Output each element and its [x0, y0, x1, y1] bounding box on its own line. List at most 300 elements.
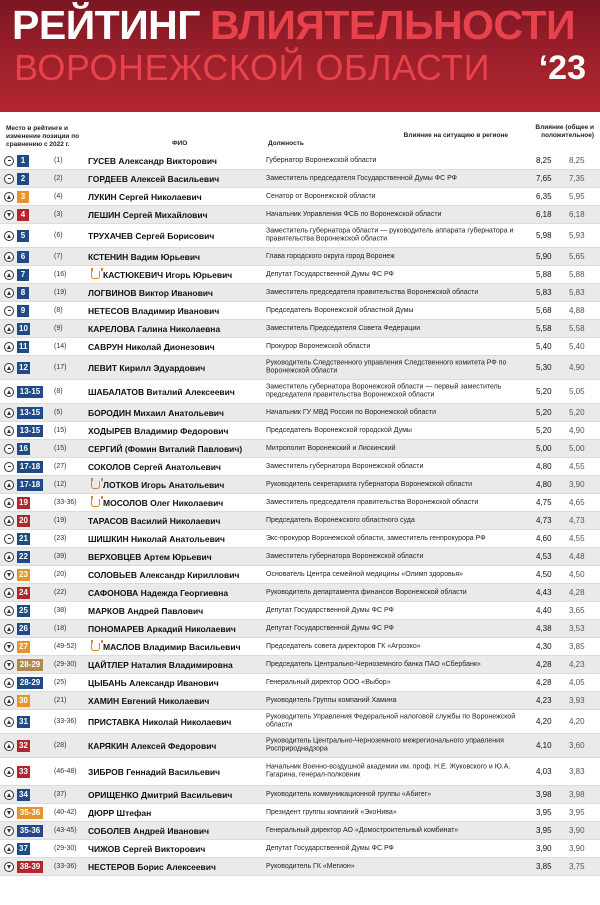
- table-row: [0, 858, 600, 876]
- person-position: Заместитель губернатора области — руководитель аппарата губернатора и правительства Воронежской области: [266, 227, 514, 243]
- previous-rank: (8): [54, 306, 63, 314]
- table-row: [0, 458, 600, 476]
- title-word-rating: РЕЙТИНГ: [12, 2, 201, 48]
- person-position: Руководитель Следственного управления Следственного комитета РФ по Воронежской области: [266, 359, 507, 375]
- influence-situation-value: 4,28: [536, 659, 552, 669]
- table-row: [0, 224, 600, 248]
- previous-rank: (29-30): [54, 660, 77, 668]
- influence-positive-value: 5,40: [569, 341, 585, 351]
- table-row: [0, 734, 600, 758]
- influence-situation-value: 4,50: [536, 569, 552, 579]
- table-row: [0, 404, 600, 422]
- previous-rank: (33-36): [54, 717, 77, 725]
- person-name: КАРЕЛОВА Галина Николаевна: [88, 323, 221, 334]
- person-position: Депутат Государственной Думы ФС РФ: [266, 624, 394, 632]
- crown-icon: [91, 271, 100, 279]
- influence-positive-value: 3,75: [569, 861, 585, 871]
- person-name: САФОНОВА Надежда Георгиевна: [88, 587, 229, 598]
- crown-icon: [91, 643, 100, 651]
- influence-positive-value: 3,93: [569, 695, 585, 705]
- trend-same-icon: [4, 174, 14, 184]
- table-row: [0, 512, 600, 530]
- influence-situation-value: 3,98: [536, 789, 552, 799]
- influence-situation-value: 4,60: [536, 533, 552, 543]
- person-position: Заместитель председателя правительства Воронежской области: [266, 498, 479, 506]
- person-position: Председатель Воронежского областного суда: [266, 516, 415, 524]
- trend-down-icon: [4, 826, 14, 836]
- trend-up-icon: [4, 480, 14, 490]
- influence-situation-value: 5,40: [536, 341, 552, 351]
- previous-rank: (23): [54, 534, 67, 542]
- trend-same-icon: [4, 534, 14, 544]
- rank-badge: 35-36: [17, 825, 43, 837]
- table-row: [0, 656, 600, 674]
- person-position: Заместитель губернатора Воронежской области: [266, 462, 424, 470]
- influence-positive-value: 3,90: [569, 825, 585, 835]
- trend-down-icon: [4, 862, 14, 872]
- influence-positive-value: 4,23: [569, 659, 585, 669]
- person-position: Президент группы компаний «ЭкоНива»: [266, 808, 397, 816]
- page-subtitle: ВОРОНЕЖСКОЙ ОБЛАСТИ: [14, 47, 490, 88]
- person-position: Депутат Государственной Думы ФС РФ: [266, 606, 394, 614]
- influence-situation-value: 7,65: [536, 173, 552, 183]
- previous-rank: (20): [54, 570, 67, 578]
- trend-up-icon: [4, 324, 14, 334]
- person-name: БОРОДИН Михаил Анатольевич: [88, 407, 224, 418]
- influence-positive-value: 3,53: [569, 623, 585, 633]
- table-row: [0, 638, 600, 656]
- rank-badge: 37: [19, 843, 28, 853]
- previous-rank: (9): [54, 324, 63, 332]
- influence-positive-value: 4,55: [569, 533, 585, 543]
- previous-rank: (33-36): [54, 862, 77, 870]
- person-name: НЕСТЕРОВ Борис Алексеевич: [88, 861, 216, 872]
- person-name: ДЮРР Штефан: [88, 807, 152, 818]
- previous-rank: (15): [54, 444, 67, 452]
- trend-up-icon: [4, 552, 14, 562]
- table-row: [0, 692, 600, 710]
- influence-situation-value: 4,20: [536, 716, 552, 726]
- rank-badge: 24: [19, 587, 28, 597]
- rank-badge: 9: [17, 305, 29, 317]
- person-name: ЗИБРОВ Геннадий Васильевич: [88, 766, 221, 777]
- table-row: [0, 548, 600, 566]
- influence-positive-value: 4,20: [569, 716, 585, 726]
- trend-up-icon: [4, 606, 14, 616]
- influence-positive-value: 5,83: [569, 287, 585, 297]
- table-row: [0, 320, 600, 338]
- rank-badge: 21: [19, 533, 28, 543]
- person-position: Начальник Управления ФСБ по Воронежской области: [266, 210, 442, 218]
- crown-icon: [91, 499, 100, 507]
- person-name: ПРИСТАВКА Николай Николаевич: [88, 716, 232, 727]
- previous-rank: (7): [54, 252, 63, 260]
- previous-rank: (19): [54, 516, 67, 524]
- influence-positive-value: 4,28: [569, 587, 585, 597]
- trend-up-icon: [4, 408, 14, 418]
- table-row: [0, 674, 600, 692]
- previous-rank: (27): [54, 462, 67, 470]
- trend-up-icon: [4, 252, 14, 262]
- person-name: ЦАЙТЛЕР Наталия Владимировна: [88, 659, 233, 670]
- previous-rank: (43-45): [54, 826, 77, 834]
- rank-badge: 11: [19, 341, 28, 351]
- table-row: [0, 786, 600, 804]
- influence-positive-value: 5,65: [569, 251, 585, 261]
- influence-positive-value: 3,83: [569, 766, 585, 776]
- person-position: Депутат Государственной Думы ФС РФ: [266, 270, 394, 278]
- person-name: КАРЯКИН Алексей Федорович: [88, 740, 217, 751]
- col-influence: Влияние (общее и положительное): [535, 124, 594, 139]
- trend-up-icon: [4, 696, 14, 706]
- influence-positive-value: 3,60: [569, 740, 585, 750]
- trend-up-icon: [4, 270, 14, 280]
- previous-rank: (6): [54, 231, 63, 239]
- person-name: ЛЕВИТ Кирилл Эдуардович: [88, 362, 206, 373]
- influence-situation-value: 5,20: [536, 425, 552, 435]
- rank-badge: 5: [17, 230, 29, 242]
- rank-badge: 12: [19, 362, 28, 372]
- page-title: [12, 2, 575, 48]
- influence-situation-value: 4,75: [536, 497, 552, 507]
- person-position: Губернатор Воронежской области: [266, 156, 377, 164]
- influence-situation-value: 4,23: [536, 695, 552, 705]
- rank-badge: 32: [19, 740, 28, 750]
- influence-situation-value: 3,95: [536, 807, 552, 817]
- table-row: [0, 302, 600, 320]
- person-position: Председатель Центрально-Черноземного банка ПАО «Сбербанк»: [266, 660, 481, 668]
- trend-same-icon: [4, 462, 14, 472]
- influence-positive-value: 5,88: [569, 269, 585, 279]
- influence-positive-value: 3,90: [569, 843, 585, 853]
- trend-up-icon: [4, 426, 14, 436]
- person-name: ПОНОМАРЕВ Аркадий Николаевич: [88, 623, 236, 634]
- rank-badge: 31: [19, 716, 28, 726]
- table-row: [0, 188, 600, 206]
- rank-badge: 17-18: [17, 479, 43, 491]
- previous-rank: (14): [54, 342, 67, 350]
- influence-positive-value: 5,00: [569, 443, 585, 453]
- person-name: ХОДЫРЕВ Владимир Федорович: [88, 425, 229, 436]
- trend-down-icon: [4, 642, 14, 652]
- person-position: Начальник ГУ МВД России по Воронежской области: [266, 408, 436, 416]
- table-row: [0, 356, 600, 380]
- person-position: Прокурор Воронежской области: [266, 342, 371, 350]
- person-name: МАРКОВ Андрей Павлович: [88, 605, 204, 616]
- previous-rank: (12): [54, 480, 67, 488]
- person-name: НЕТЕСОВ Владимир Иванович: [88, 305, 220, 316]
- influence-positive-value: 5,93: [569, 230, 585, 240]
- person-position: Председатель Воронежской областной Думы: [266, 306, 414, 314]
- rank-badge: 7: [17, 269, 29, 281]
- influence-positive-value: 4,88: [569, 305, 585, 315]
- table-row: [0, 620, 600, 638]
- influence-situation-value: 5,20: [536, 407, 552, 417]
- rank-badge: 28-29: [17, 677, 43, 689]
- influence-situation-value: 3,90: [536, 843, 552, 853]
- table-row: [0, 602, 600, 620]
- previous-rank: (25): [54, 678, 67, 686]
- header-banner: [0, 0, 600, 112]
- rank-badge: 2: [17, 173, 29, 185]
- table-row: [0, 152, 600, 170]
- influence-situation-value: 5,68: [536, 305, 552, 315]
- person-name: ЛОГВИНОВ Виктор Иванович: [88, 287, 213, 298]
- trend-up-icon: [4, 678, 14, 688]
- person-position: Депутат Государственной Думы ФС РФ: [266, 844, 394, 852]
- person-position: Руководитель коммуникационной группы «Абигег»: [266, 790, 432, 798]
- previous-rank: (15): [54, 426, 67, 434]
- previous-rank: (37): [54, 790, 67, 798]
- table-row: [0, 206, 600, 224]
- year-label: ‘23: [538, 49, 586, 87]
- trend-down-icon: [4, 660, 14, 670]
- person-position: Генеральный директор ООО «Выбор»: [266, 678, 391, 686]
- rank-badge: 30: [19, 695, 28, 705]
- previous-rank: (8): [54, 387, 63, 395]
- trend-up-icon: [4, 231, 14, 241]
- title-word-influence: ВЛИЯТЕЛЬНОСТИ: [210, 2, 576, 48]
- person-name: ЛОТКОВ Игорь Анатольевич: [103, 479, 225, 490]
- person-position: Заместитель губернатора Воронежской области — первый заместитель председателя правительства Воронежской области: [266, 383, 502, 399]
- person-position: Экс-прокурор Воронежской области, заместитель генпрокурора РФ: [266, 534, 486, 542]
- influence-positive-value: 4,55: [569, 461, 585, 471]
- trend-up-icon: [4, 790, 14, 800]
- influence-positive-value: 3,95: [569, 807, 585, 817]
- trend-up-icon: [4, 844, 14, 854]
- person-name: МАСЛОВ Владимир Васильевич: [103, 641, 241, 652]
- trend-up-icon: [4, 342, 14, 352]
- person-position: Генеральный директор АО «Домостроительный комбинат»: [266, 826, 459, 834]
- person-name: САВРУН Николай Дионезович: [88, 341, 215, 352]
- trend-same-icon: [4, 156, 14, 166]
- person-name: СОЛОВЬЕВ Александр Кириллович: [88, 569, 240, 580]
- previous-rank: (19): [54, 288, 67, 296]
- influence-situation-value: 8,25: [536, 155, 552, 165]
- table-row: [0, 494, 600, 512]
- table-row: [0, 584, 600, 602]
- person-name: ВЕРХОВЦЕВ Артем Юрьевич: [88, 551, 212, 562]
- trend-up-icon: [4, 387, 14, 397]
- influence-situation-value: 4,10: [536, 740, 552, 750]
- person-position: Руководитель секретариата губернатора Воронежской области: [266, 480, 473, 488]
- influence-situation-value: 4,30: [536, 641, 552, 651]
- influence-situation-value: 4,38: [536, 623, 552, 633]
- trend-up-icon: [4, 288, 14, 298]
- person-name: ЧИЖОВ Сергей Викторович: [88, 843, 206, 854]
- table-row: [0, 380, 600, 404]
- trend-down-icon: [4, 210, 14, 220]
- rank-badge: 20: [19, 515, 28, 525]
- rank-badge: 23: [19, 569, 28, 579]
- person-position: Заместитель губернатора Воронежской области: [266, 552, 424, 560]
- influence-situation-value: 5,20: [536, 386, 552, 396]
- rating-table: [0, 152, 600, 876]
- person-name: ГОРДЕЕВ Алексей Васильевич: [88, 173, 220, 184]
- influence-situation-value: 6,18: [536, 209, 552, 219]
- rank-badge: 28-29: [17, 659, 43, 671]
- previous-rank: (21): [54, 696, 67, 704]
- previous-rank: (4): [54, 192, 63, 200]
- previous-rank: (38): [54, 606, 67, 614]
- rank-badge: 38-39: [17, 861, 43, 873]
- trend-up-icon: [4, 516, 14, 526]
- trend-same-icon: [4, 444, 14, 454]
- person-position: Руководитель Центрально-Черноземного межрегионального управления Росприроднадзора: [266, 737, 504, 753]
- person-name: МОСОЛОВ Олег Николаевич: [103, 497, 224, 508]
- rank-badge: 35-36: [17, 807, 43, 819]
- person-name: ТРУХАЧЕВ Сергей Борисович: [88, 230, 215, 241]
- table-row: [0, 440, 600, 458]
- column-headers: [0, 120, 600, 154]
- person-position: Заместитель председателя правительства Воронежской области: [266, 288, 479, 296]
- person-name: ТАРАСОВ Василий Николаевич: [88, 515, 221, 526]
- influence-positive-value: 3,98: [569, 789, 585, 799]
- rank-badge: 16: [19, 443, 28, 453]
- previous-rank: (28): [54, 741, 67, 749]
- col-place: Место в рейтинге и изменение позиции по сравнению с 2022 г.: [6, 125, 80, 148]
- rank-badge: 10: [19, 323, 28, 333]
- table-row: [0, 530, 600, 548]
- person-name: КАСТЮКЕВИЧ Игорь Юрьевич: [103, 269, 233, 280]
- trend-down-icon: [4, 808, 14, 818]
- person-position: Председатель совета директоров ГК «Агроэко»: [266, 642, 421, 650]
- col-name: ФИО: [172, 140, 188, 147]
- person-position: Сенатор от Воронежской области: [266, 192, 376, 200]
- table-row: [0, 804, 600, 822]
- rank-badge: 8: [17, 287, 29, 299]
- table-row: [0, 758, 600, 786]
- influence-situation-value: 5,00: [536, 443, 552, 453]
- person-position: Руководитель Группы компаний Хамина: [266, 696, 397, 704]
- influence-positive-value: 8,25: [569, 155, 585, 165]
- influence-positive-value: 4,48: [569, 551, 585, 561]
- trend-up-icon: [4, 741, 14, 751]
- influence-situation-value: 4,80: [536, 479, 552, 489]
- influence-positive-value: 5,58: [569, 323, 585, 333]
- influence-situation-value: 4,53: [536, 551, 552, 561]
- person-name: СОКОЛОВ Сергей Анатольевич: [88, 461, 221, 472]
- influence-situation-value: 4,28: [536, 677, 552, 687]
- previous-rank: (22): [54, 588, 67, 596]
- previous-rank: (17): [54, 363, 67, 371]
- influence-positive-value: 4,73: [569, 515, 585, 525]
- previous-rank: (16): [54, 270, 67, 278]
- trend-up-icon: [4, 624, 14, 634]
- influence-situation-value: 4,73: [536, 515, 552, 525]
- col-position: Должность: [268, 140, 304, 147]
- influence-positive-value: 5,95: [569, 191, 585, 201]
- table-row: [0, 710, 600, 734]
- influence-positive-value: 6,18: [569, 209, 585, 219]
- person-name: ШАБАЛАТОВ Виталий Алексеевич: [88, 386, 235, 397]
- table-row: [0, 840, 600, 858]
- influence-positive-value: 4,50: [569, 569, 585, 579]
- influence-situation-value: 5,88: [536, 269, 552, 279]
- rank-badge: 27: [19, 641, 28, 651]
- influence-situation-value: 4,43: [536, 587, 552, 597]
- rank-badge: 13-15: [17, 425, 43, 437]
- table-row: [0, 476, 600, 494]
- previous-rank: (33-36): [54, 498, 77, 506]
- previous-rank: (46-48): [54, 767, 77, 775]
- person-name: КСТЕНИН Вадим Юрьевич: [88, 251, 201, 262]
- person-name: ОРИЩЕНКО Дмитрий Васильевич: [88, 789, 233, 800]
- person-position: Руководитель департамента финансов Воронежской области: [266, 588, 467, 596]
- person-position: Председатель Воронежской городской Думы: [266, 426, 412, 434]
- trend-up-icon: [4, 767, 14, 777]
- rank-badge: 13-15: [17, 386, 43, 398]
- table-row: [0, 284, 600, 302]
- person-name: ЛУКИН Сергей Николаевич: [88, 191, 202, 202]
- rank-badge: 26: [19, 623, 28, 633]
- person-position: Заместитель Председателя Совета Федерации: [266, 324, 421, 332]
- previous-rank: (3): [54, 210, 63, 218]
- col-situation: Влияние на ситуацию в регионе: [403, 132, 508, 139]
- rank-badge: 33: [19, 766, 28, 776]
- table-row: [0, 566, 600, 584]
- person-position: Руководитель Управления Федеральной налоговой службы по Воронежской области: [266, 713, 516, 729]
- table-row: [0, 248, 600, 266]
- previous-rank: (49-52): [54, 642, 77, 650]
- influence-situation-value: 3,95: [536, 825, 552, 835]
- influence-positive-value: 4,65: [569, 497, 585, 507]
- trend-up-icon: [4, 498, 14, 508]
- influence-situation-value: 5,58: [536, 323, 552, 333]
- crown-icon: [91, 481, 100, 489]
- person-name: ЦЫБАНЬ Александр Иванович: [88, 677, 219, 688]
- influence-positive-value: 5,20: [569, 407, 585, 417]
- table-row: [0, 338, 600, 356]
- person-position: Заместитель председателя Государственной Думы ФС РФ: [266, 174, 457, 182]
- influence-situation-value: 5,98: [536, 230, 552, 240]
- previous-rank: (39): [54, 552, 67, 560]
- influence-positive-value: 3,65: [569, 605, 585, 615]
- influence-positive-value: 5,05: [569, 386, 585, 396]
- influence-positive-value: 3,90: [569, 479, 585, 489]
- table-row: [0, 266, 600, 284]
- influence-situation-value: 4,03: [536, 766, 552, 776]
- influence-situation-value: 3,85: [536, 861, 552, 871]
- person-name: СЕРГИЙ (Фомин Виталий Павлович): [88, 443, 243, 454]
- rank-badge: 22: [19, 551, 28, 561]
- previous-rank: (18): [54, 624, 67, 632]
- influence-situation-value: 6,35: [536, 191, 552, 201]
- table-row: [0, 422, 600, 440]
- person-name: ГУСЕВ Александр Викторович: [88, 155, 217, 166]
- trend-up-icon: [4, 588, 14, 598]
- trend-up-icon: [4, 717, 14, 727]
- influence-situation-value: 5,90: [536, 251, 552, 261]
- previous-rank: (1): [54, 156, 63, 164]
- rank-badge: 6: [17, 251, 29, 263]
- person-position: Руководитель ГК «Мегион»: [266, 862, 355, 870]
- trend-up-icon: [4, 363, 14, 373]
- person-position: Начальник Военно-воздушной академии им. проф. Н.Е. Жуковского и Ю.А. Гагарина, генерал-полковник: [266, 763, 511, 779]
- influence-positive-value: 7,35: [569, 173, 585, 183]
- table-row: [0, 170, 600, 188]
- previous-rank: (2): [54, 174, 63, 182]
- rank-badge: 25: [19, 605, 28, 615]
- rank-badge: 19: [19, 497, 28, 507]
- rank-badge: 4: [17, 209, 29, 221]
- person-name: ХАМИН Евгений Николаевич: [88, 695, 210, 706]
- influence-situation-value: 5,30: [536, 362, 552, 372]
- trend-same-icon: [4, 306, 14, 316]
- rank-badge: 13-15: [17, 407, 43, 419]
- previous-rank: (40-42): [54, 808, 77, 816]
- influence-positive-value: 3,85: [569, 641, 585, 651]
